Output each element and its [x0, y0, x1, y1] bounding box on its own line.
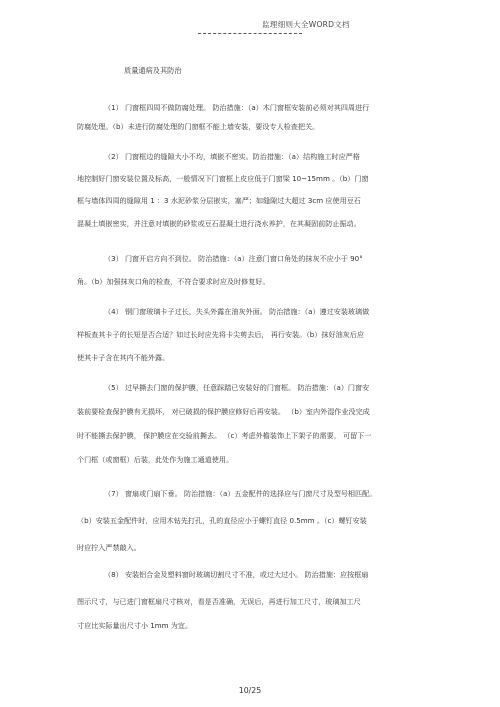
- paragraph-2-line-3: 框与墙体四周的缝隙用 1 ：3 水泥砂浆分层嵌实，塞严；如缝隙过大超过 3cm 应使用豆石: [77, 196, 361, 205]
- paragraph-2-line-2: 地控制好门窗安装位置及标高，一般情况下门窗框上皮应低于门窗梁 10~15mm 。（b）门窗: [77, 174, 369, 183]
- paragraph-1-line-2: 防腐处理。（b）未进行防腐处理的门窗框不能上墙安装，要设专人检查把关。: [77, 122, 320, 131]
- header-divider: [198, 33, 302, 34]
- paragraph-7-line-3: 时应拧入严禁敲入。: [77, 543, 141, 552]
- paragraph-5-line-1: （5） 过早撕去门窗的保护膜，任意踩踏已安装好的门窗框。 防治措施：（a）门窗安: [104, 383, 370, 392]
- paragraph-5-line-3: 时不能撕去保护膜， 保护膜应在交验前撕去。 （c）考虑外檐装饰上下架子的需要， 可留下一: [77, 431, 372, 440]
- paragraph-7-line-2: （b）安装五金配件时，应用木钻先打孔，孔的直径应小于螺钉直径 0.5mm 。（c）螺钉安装: [77, 516, 367, 525]
- paragraph-2-line-4: 混凝土填嵌密实，并注意对填嵌的砂浆或豆石混凝土进行浇水养护，在其凝固前防止振动。: [77, 219, 361, 228]
- paragraph-8-line-2: 图示尺寸，与已进门窗框扇尺寸核对，看是否准确，无误后，再进行加工尺寸，玻璃加工尺: [77, 597, 361, 606]
- paragraph-3-line-1: （3） 门窗开启方向不到位。 防治措施：（a）注意门窗口角处的抹灰不应小于 90°: [104, 254, 363, 263]
- paragraph-7-line-1: （7） 窗扇或门扇下垂。 防治措施：（a）五金配件的选择应与门窗尺寸及型号相匹配。: [104, 489, 377, 498]
- paragraph-1-line-1: （1） 门窗框四周不做防腐处理。 防治措施：（a）木门窗框安装前必须对其四周进行: [104, 103, 370, 112]
- page-number: 10/25: [238, 686, 262, 695]
- paragraph-3-line-2: 角。（b）加强抹灰口角的检查，不符合要求时应及时修复好。: [77, 277, 270, 286]
- paragraph-5-line-2: 装前要检查保护膜有无损坏， 对已破损的保护膜应修好后再安装。 （b）室内外湿作业没完成: [77, 407, 370, 416]
- section-title: 质量通病及其防治: [124, 66, 182, 75]
- paragraph-4-line-1: （4） 钢门窗玻璃卡子过长，失头外露在油灰外面。 防治措施：（a）遵过安装玻璃做: [104, 307, 370, 316]
- paragraph-4-line-3: 使其卡子含在其内不能外露。: [77, 353, 170, 362]
- paragraph-8-line-3: 寸应比实际量出尺寸小 1mm 为宜。: [77, 621, 193, 630]
- paragraph-8-line-1: （8） 安装铝合金及塑料窗时玻璃切割尺寸不准，或过大过小。 防治措施：应按框扇: [104, 570, 369, 579]
- header-title: 监理细则大全WORD文档: [262, 20, 350, 29]
- paragraph-2-line-1: （2） 门窗框边的缝隙大小不均，填嵌不密实。防治措施：（a）结构施工时应严格: [104, 152, 360, 161]
- paragraph-4-line-2: 样板查其卡子的长短是否合适？如过长时应先将卡尖剪去后， 再行安装。（b）抹好油灰后应: [77, 330, 364, 339]
- paragraph-5-line-4: 个门框（或窗框）后装，此处作为施工通道使用。: [77, 455, 234, 464]
